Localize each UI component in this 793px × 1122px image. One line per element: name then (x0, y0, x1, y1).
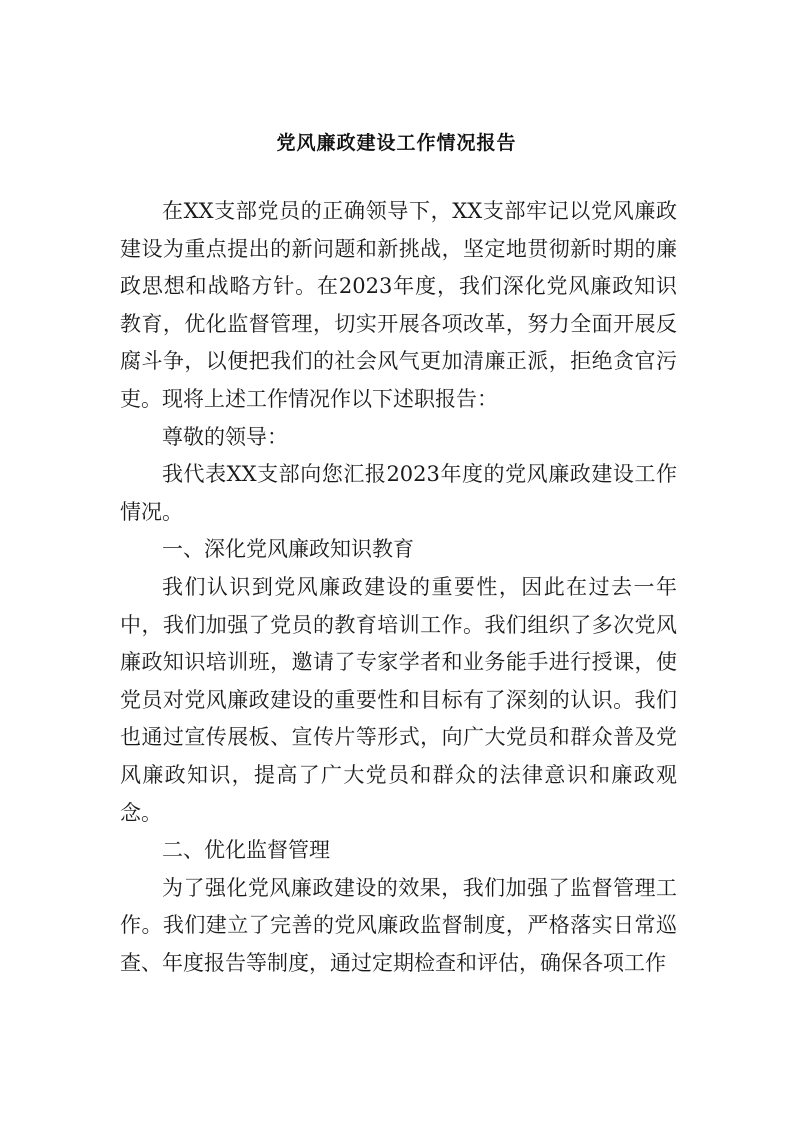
salutation-paragraph: 尊敬的领导： (162, 424, 288, 449)
section-2-paragraph: 为了强化党风廉政建设的效果，我们加强了监督管理工作。我们建立了完善的党风廉政监督制度，严格落实日常巡查、年度报告等制度，通过定期检查和评估，确保各项工作 (120, 875, 677, 975)
report-opening-paragraph: 我代表XX支部向您汇报2023年度的党风廉政建设工作情况。 (120, 462, 677, 524)
document-body (120, 193, 677, 982)
section-1-paragraph: 我们认识到党风廉政建设的重要性，因此在过去一年中，我们加强了党员的教育培训工作。我们组织了多次党风廉政知识培训班，邀请了专家学者和业务能手进行授课，使党员对党风廉政建设的重要性和目标有了深刻的认识。我们也通过宣传展板、宣传片等形式，向广大党员和群众普及党风廉政知识，提高了广大党员和群众的法律意识和廉政观念。 (120, 574, 677, 825)
document-title: 党风廉政建设工作情况报告 (276, 132, 517, 154)
section-heading-2: 二、优化监督管理 (162, 838, 330, 863)
intro-paragraph: 在XX支部党员的正确领导下，XX支部牢记以党风廉政建设为重点提出的新问题和新挑战，坚定地贯彻新时期的廉政思想和战略方针。在2023年度，我们深化党风廉政知识教育，优化监督管理，切实开展各项改革，努力全面开展反腐斗争，以便把我们的社会风气更加清廉正派，拒绝贪官污吏。现将上述工作情况作以下述职报告： (120, 199, 677, 411)
section-heading-1: 一、深化党风廉政知识教育 (162, 537, 414, 562)
